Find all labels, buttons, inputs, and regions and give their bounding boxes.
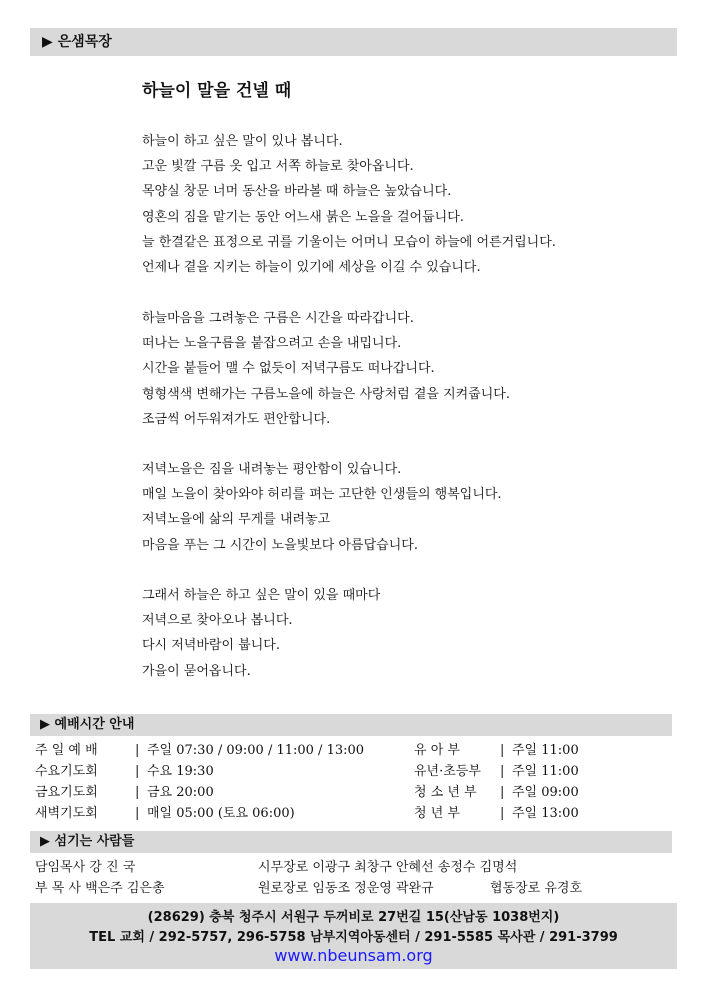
service-name: 금요기도회 xyxy=(35,785,98,800)
schedule-row: 금요기도회 | 금요 20:00 xyxy=(35,782,364,803)
cooperating-elder: 협동장로 유경호 xyxy=(490,881,583,896)
poem-line: 저녁노을은 짐을 내려놓는 평안함이 있습니다. xyxy=(142,462,402,477)
poem-line: 저녁으로 찾아오나 봅니다. xyxy=(142,613,293,629)
poem-stanza-3 xyxy=(142,457,502,558)
staff-section-bar xyxy=(30,831,672,853)
department-name: 청 소 년 부 xyxy=(414,785,477,800)
service-time: 금요 20:00 xyxy=(147,785,214,800)
schedule-row: 주 일 예 배 | 주일 07:30 / 09:00 / 11:00 / 13:00 xyxy=(35,740,364,761)
church-phone: TEL 교회 / 292-5757, 296-5758 남부지역아동센터 / 291-5585 목사관 / 291-3799 xyxy=(89,930,618,945)
poem-line: 형형색색 변해가는 구름노을에 하늘은 사랑처럼 곁을 지켜줍니다. xyxy=(142,386,510,402)
poem-title: 하늘이 말을 건넬 때 xyxy=(142,81,292,101)
schedule-row: 유 아 부 | 주일 11:00 xyxy=(414,740,579,761)
staff-section-title: ▶ 섬기는 사람들 xyxy=(40,834,135,849)
poem-line: 마음을 푸는 그 시간이 노을빛보다 아름답습니다. xyxy=(142,537,418,553)
service-name: 수요기도회 xyxy=(35,764,98,779)
senior-pastor: 담임목사 강 진 국 xyxy=(35,860,136,875)
poem-stanza-2 xyxy=(142,306,510,432)
poem-line: 늘 한결같은 표정으로 귀를 기울이는 어머니 모습이 하늘에 어른거립니다. xyxy=(142,234,556,250)
service-time: 주일 11:00 xyxy=(512,743,579,758)
poem-line: 하늘마음을 그려놓은 구름은 시간을 따라갑니다. xyxy=(142,311,414,326)
poem-line: 고운 빛깔 구름 옷 입고 서쪽 하늘로 찾아옵니다. xyxy=(142,159,414,175)
website-link[interactable]: www.nbeunsam.org xyxy=(274,946,433,965)
service-time: 주일 09:00 xyxy=(512,785,579,800)
church-address: (28629) 충북 청주시 서원구 두꺼비로 27번길 15(산남동 1038번지) xyxy=(147,910,560,925)
service-name: 주 일 예 배 xyxy=(35,743,98,758)
schedule-row: 새벽기도회 | 매일 05:00 (토요 06:00) xyxy=(35,803,364,824)
worship-section-bar xyxy=(30,714,672,736)
schedule-row: 수요기도회 | 수요 19:30 xyxy=(35,761,364,782)
poem-line: 목양실 창문 너머 동산을 바라볼 때 하늘은 높았습니다. xyxy=(142,184,452,200)
poem-stanza-1 xyxy=(142,129,556,280)
service-name: 새벽기도회 xyxy=(35,806,98,821)
worship-section-title: ▶ 예배시간 안내 xyxy=(40,717,135,732)
service-time: 매일 05:00 (토요 06:00) xyxy=(147,806,295,821)
worship-schedule-right xyxy=(414,740,579,824)
poem-line: 그래서 하늘은 하고 싶은 말이 있을 때마다 xyxy=(142,588,381,603)
poem-stanza-4 xyxy=(142,583,380,684)
poem-line: 가을이 묻어옵니다. xyxy=(142,663,251,679)
poem-line: 영혼의 짐을 맡기는 동안 어느새 붉은 노을을 걸어둡니다. xyxy=(142,209,464,225)
poem-line: 시간을 붙들어 맬 수 없듯이 저녁구름도 떠나갑니다. xyxy=(142,361,435,377)
section-title: ▶ 은샘목장 xyxy=(42,34,112,50)
active-elders: 시무장로 이광구 최창구 안혜선 송정수 김명석 xyxy=(258,860,518,875)
schedule-row: 청 년 부 | 주일 13:00 xyxy=(414,803,579,824)
department-name: 청 년 부 xyxy=(414,806,460,821)
footer-bar xyxy=(30,903,677,969)
schedule-row: 청 소 년 부 | 주일 09:00 xyxy=(414,782,579,803)
schedule-row: 유년·초등부 | 주일 11:00 xyxy=(414,761,579,782)
poem-line: 하늘이 하고 싶은 말이 있나 봅니다. xyxy=(142,134,343,149)
service-time: 주일 07:30 / 09:00 / 11:00 / 13:00 xyxy=(147,743,365,758)
department-name: 유년·초등부 xyxy=(414,764,481,779)
poem-line: 언제나 곁을 지키는 하늘이 있기에 세상을 이길 수 있습니다. xyxy=(142,259,481,275)
department-name: 유 아 부 xyxy=(414,743,460,758)
poem-line: 매일 노을이 찾아와야 허리를 펴는 고단한 인생들의 행복입니다. xyxy=(142,487,502,503)
emeritus-elders: 원로장로 임동조 정운영 곽완규 xyxy=(258,881,434,896)
poem-line: 떠나는 노을구름을 붙잡으려고 손을 내밉니다. xyxy=(142,336,402,352)
poem-line: 다시 저녁바람이 붑니다. xyxy=(142,638,280,654)
poem-line: 조금씩 어두워져가도 편안합니다. xyxy=(142,411,331,427)
worship-schedule-left xyxy=(35,740,364,824)
service-time: 수요 19:30 xyxy=(147,764,214,779)
poem-line: 저녁노을에 삶의 무게를 내려놓고 xyxy=(142,512,331,528)
service-time: 주일 13:00 xyxy=(512,806,579,821)
associate-pastors: 부 목 사 백은주 김은총 xyxy=(35,881,165,896)
service-time: 주일 11:00 xyxy=(512,764,579,779)
section-header-bar xyxy=(30,28,677,56)
